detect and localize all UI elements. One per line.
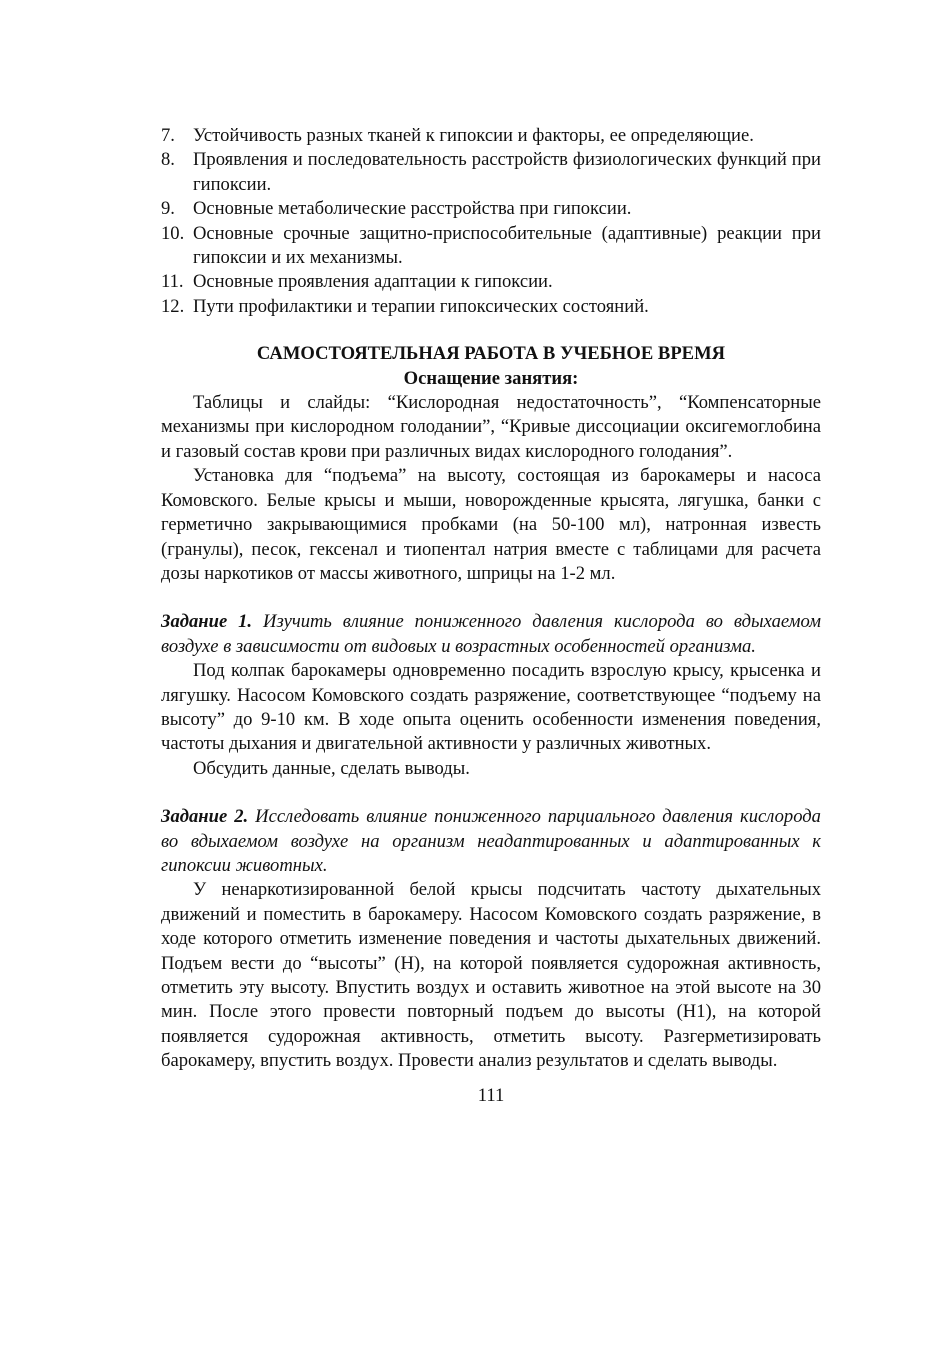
list-item-number: 8.: [161, 149, 175, 171]
list-item-text: Основные срочные защитно-приспособительные (адаптивные) реакции при гипоксии и их механизмы.: [193, 222, 821, 269]
section-subtitle: Оснащение занятия:: [403, 367, 579, 389]
task2-paragraph: У ненаркотизированной белой крысы подсчитать частоту дыхательных движений и поместить в барокамеру. Насосом Комовского создать разряжение, в ходе которого отметить изменение поведения и частоты дыхательных движений. Подъем вести до “высоты” (Н), на которой появляется судорожная активность, отметить эту высоту. Впустить воздух и оставить животное на этой высоте на 30 мин. После этого провести повторный подъем до высоты (Н1), на которой появляется судорожная активность, отметить высоту. Разгерметизировать барокамеру, впустить воздух. Провести анализ результатов и сделать выводы.: [161, 879, 821, 1072]
page-number: 111: [477, 1084, 505, 1106]
task1-heading: [161, 610, 821, 659]
list-item-text: Пути профилактики и терапии гипоксических состояний.: [193, 295, 649, 317]
task1-paragraph: Обсудить данные, сделать выводы.: [193, 757, 470, 779]
list-item-number: 11.: [161, 271, 184, 293]
equipment-paragraph: Таблицы и слайды: “Кислородная недостаточность”, “Компенсаторные механизмы при кислородном голодании”, “Кривые диссоциации оксигемоглобина и газовый состав крови при различных видах кислородного голодания”.: [161, 392, 821, 462]
list-item-text: Устойчивость разных тканей к гипоксии и факторы, ее определяющие.: [193, 125, 754, 146]
list-item: [161, 270, 821, 294]
task1-label: Задание 1.: [161, 611, 253, 633]
list-item-number: 12.: [161, 295, 185, 317]
list-item: [161, 148, 821, 197]
equipment-paragraph: Установка для “подъема” на высоту, состоящая из барокамеры и насоса Комовского. Белые крысы и мыши, новорожденные крысята, лягушка, банки с герметично закрывающимися пробками (на 50-100 мл), натронная известь (гранулы), песок, гексенал и тиопентал натрия вместе с таблицами для расчета дозы наркотиков от массы животного, шприцы на 1-2 мл.: [161, 465, 821, 584]
list-item-text: Основные метаболические расстройства при гипоксии.: [193, 198, 632, 220]
task1-heading-text: Изучить влияние пониженного давления кислорода во вдыхаемом воздухе в зависимости от видовых и возрастных особенностей организма.: [161, 611, 821, 657]
task2-heading-text: Исследовать влияние пониженного парциального давления кислорода во вдыхаемом воздухе на организм неадаптированных и адаптированных к гипоксии животных.: [161, 806, 821, 876]
task1-paragraph: Под колпак барокамеры одновременно посадить взрослую крысу, крысенка и лягушку. Насосом Комовского создать разряжение, соответствующее “подъему на высоту” до 9-10 км. В ходе опыта оценить особенности изменения поведения, частоты дыхания и двигательной активности у различных животных.: [161, 660, 821, 755]
list-item-number: 7.: [161, 125, 175, 146]
list-item: [161, 197, 821, 221]
list-item: [161, 124, 821, 148]
list-item: [161, 222, 821, 271]
list-item: [161, 295, 821, 319]
questions-list: [161, 124, 821, 319]
task2-heading: [161, 805, 821, 878]
list-item-text: Проявления и последовательность расстройств физиологических функций при гипоксии.: [193, 149, 821, 195]
document-page: [161, 124, 821, 1108]
list-item-text: Основные проявления адаптации к гипоксии.: [193, 271, 553, 293]
list-item-number: 9.: [161, 198, 175, 220]
list-item-number: 10.: [161, 222, 185, 244]
task2-label: Задание 2.: [161, 806, 249, 828]
section-title: САМОСТОЯТЕЛЬНАЯ РАБОТА В УЧЕБНОЕ ВРЕМЯ: [256, 343, 726, 365]
